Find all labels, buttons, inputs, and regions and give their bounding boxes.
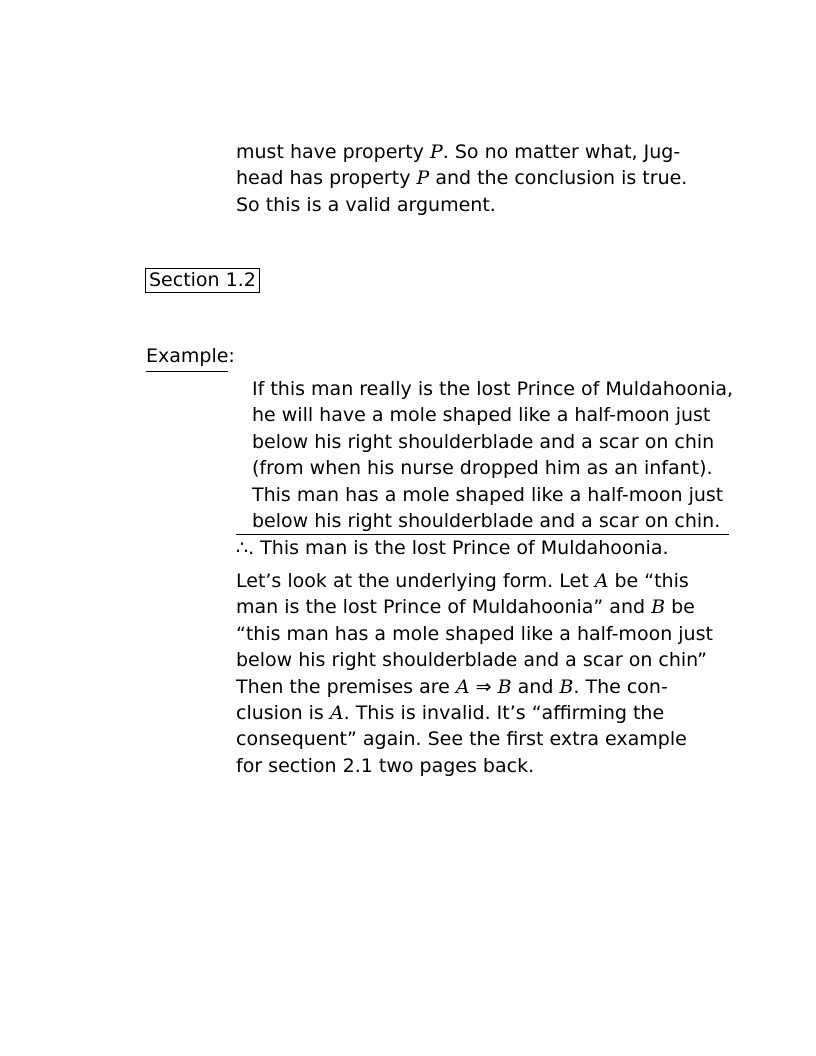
therefore-symbol: ∴ (236, 537, 249, 559)
premise-line: below his right shoulderblade and a scar on chin (252, 430, 715, 453)
math-var-b: B (651, 596, 666, 619)
text-run: be “this (608, 570, 689, 592)
analysis-paragraph (236, 568, 713, 779)
premise-line: If this man really is the lost Prince of Muldahoonia, (252, 378, 734, 400)
premise-line: below his right shoulderblade and a scar on chin. (252, 509, 721, 532)
text-line: consequent” again. See the first extra example (236, 728, 687, 751)
text-line: for section 2.1 two pages back. (236, 754, 535, 777)
text-run: . This man is the lost Prince of Muldahoonia. (248, 537, 669, 559)
math-var-p: P (429, 141, 443, 163)
premise-line: (from when his nurse dropped him as an infant). (252, 457, 713, 480)
text-run: must have property (236, 141, 430, 163)
argument-premises (252, 376, 733, 534)
text-line (236, 568, 713, 594)
continuation-paragraph (236, 139, 687, 218)
text-run: . The con- (573, 675, 668, 698)
text-line (236, 700, 713, 726)
text-run: . This is invalid. It’s “affirming the (343, 701, 665, 724)
text-run: man is the lost Prince of Muldahoonia” and (236, 596, 652, 619)
text-run: clusion is (236, 701, 330, 724)
conclusion-line (236, 535, 669, 561)
text-run: be (665, 596, 695, 619)
text-run: Let’s look at the underlying form. Let (236, 570, 595, 592)
premise-line: he will have a mole shaped like a half-moon just (252, 404, 711, 427)
text-line: below his right shoulderblade and a scar on chin” (236, 649, 708, 672)
text-line (236, 139, 687, 165)
text-run: . So no matter what, Jug- (442, 141, 681, 163)
math-var-b: B (559, 675, 574, 698)
implies-arrow: ⇒ (475, 675, 492, 698)
text-line: “this man has a mole shaped like a half-moon just (236, 622, 713, 645)
text-run: head has property (236, 167, 417, 190)
text-line (236, 594, 713, 620)
math-var-a: A (329, 701, 344, 724)
text-line (236, 165, 687, 191)
math-var-b: B (497, 675, 512, 698)
math-var-a: A (594, 570, 609, 592)
section-heading-box: Section 1.2 (145, 268, 260, 293)
math-var-a: A (455, 675, 470, 698)
text-run: and (511, 675, 560, 698)
text-line: So this is a valid argument. (236, 193, 496, 216)
text-run: and the conclusion is true. (429, 167, 688, 190)
text-line (236, 674, 713, 700)
argument-conclusion (236, 535, 669, 561)
math-var-p: P (416, 167, 430, 190)
premise-line: This man has a mole shaped like a half-moon just (252, 483, 724, 506)
text-run: Then the premises are (236, 675, 456, 698)
example-underline (146, 371, 228, 372)
example-label: Example: (146, 345, 235, 367)
